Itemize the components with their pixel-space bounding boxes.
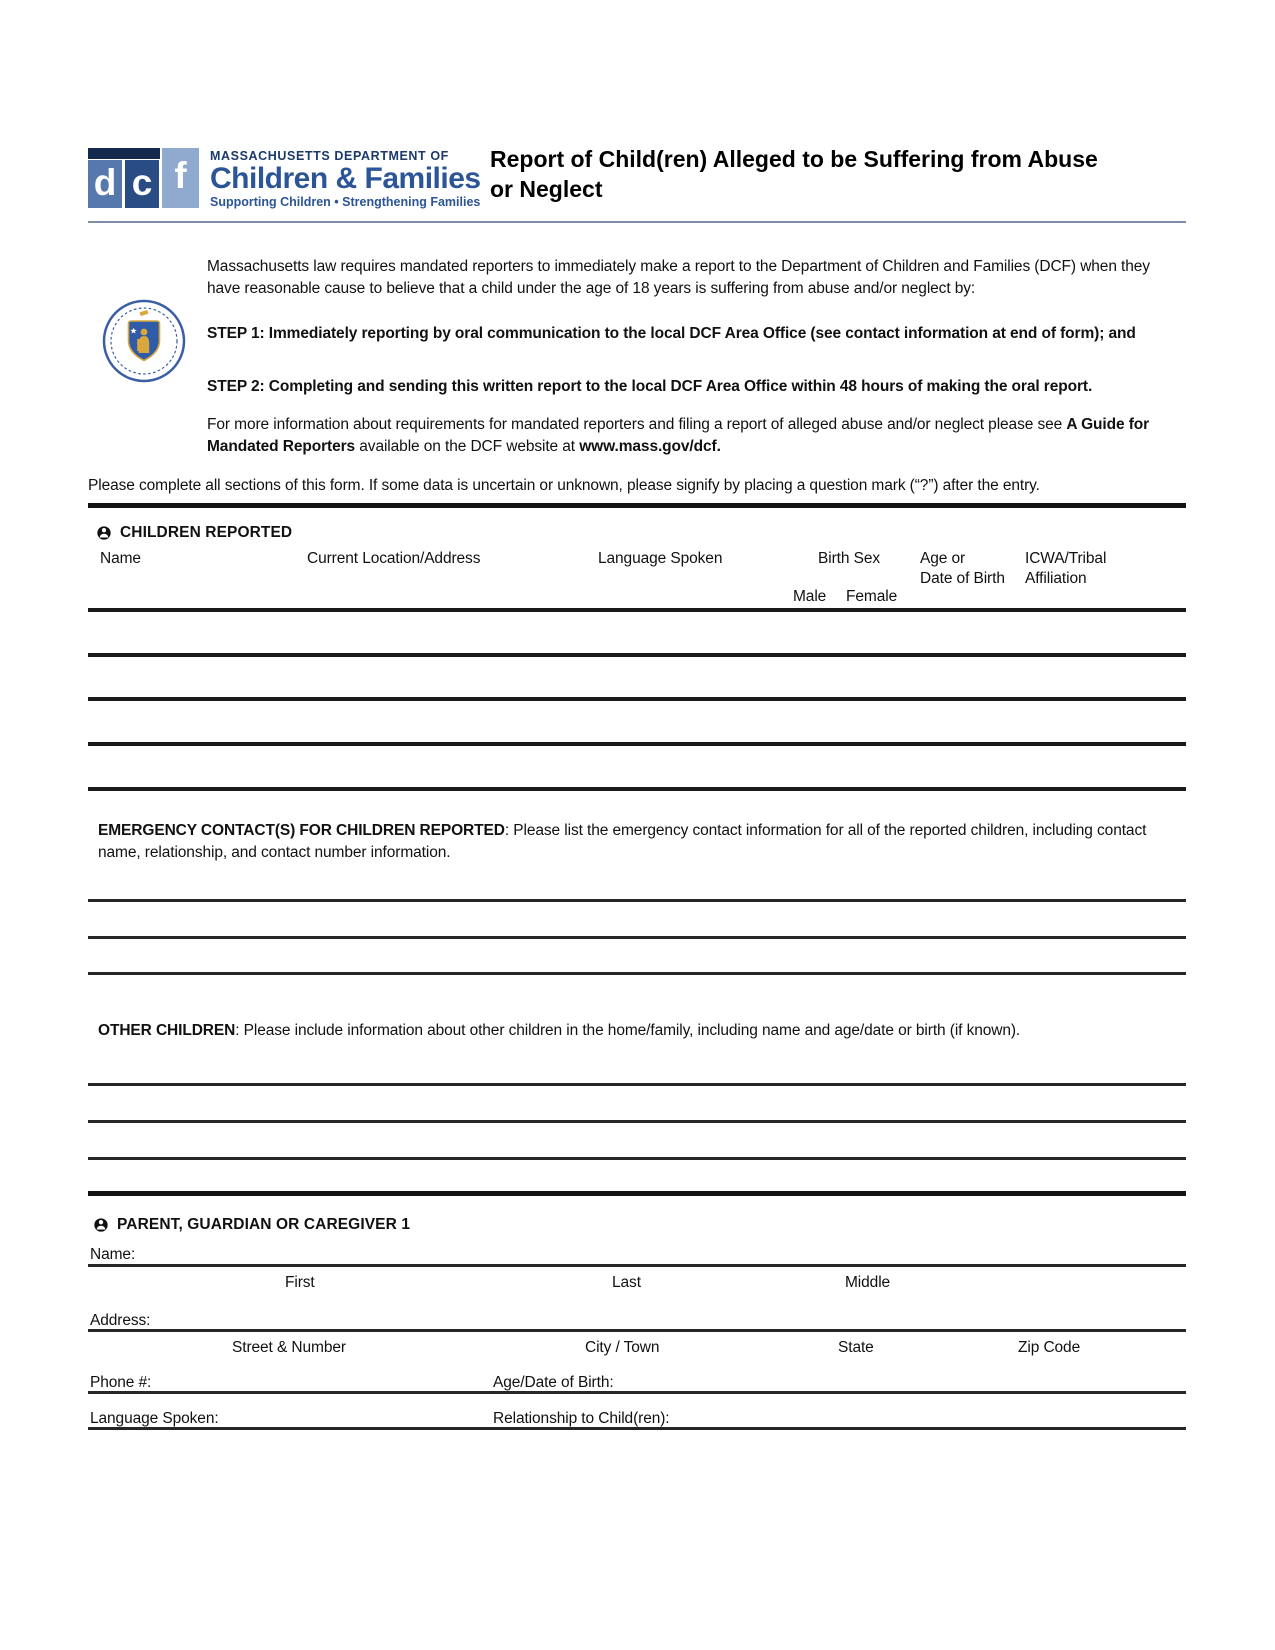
children-table-row-line[interactable]	[88, 653, 1186, 657]
name-first-sublabel: First	[285, 1274, 315, 1291]
name-last-sublabel: Last	[612, 1274, 641, 1291]
page-title: Report of Child(ren) Alleged to be Suffering from Abuse or Neglect	[490, 146, 1098, 202]
children-reported-section-title	[97, 524, 292, 542]
language-relationship-field-line[interactable]	[88, 1427, 1186, 1430]
more-info-paragraph	[207, 414, 1187, 458]
emergency-contact-writable-line[interactable]	[88, 899, 1186, 902]
dcf-website: www.mass.gov/dcf	[579, 438, 717, 455]
section-divider	[88, 1191, 1186, 1196]
emergency-contacts-description: : Please list the emergency contact information for all of the reported children, including contact name, relationship, and contact number information.	[98, 822, 1147, 861]
phone-label: Phone #:	[90, 1374, 152, 1391]
col-header-male: Male	[793, 588, 827, 605]
step-1-text: STEP 1: Immediately reporting by oral communication to the local DCF Area Office (see contact information at end of form); and	[207, 325, 1136, 342]
header-divider	[88, 221, 1186, 223]
age-dob-label: Age/Date of Birth:	[493, 1374, 614, 1391]
col-header-location: Current Location/Address	[307, 550, 481, 567]
logo-org-name: Children & Families	[210, 162, 481, 195]
children-table-row-line[interactable]	[88, 697, 1186, 701]
more-info-mid: available on the DCF website at	[355, 438, 580, 455]
language-spoken-label: Language Spoken:	[90, 1410, 219, 1427]
col-header-birth-sex: Birth Sex	[818, 550, 880, 567]
col-header-name: Name	[100, 550, 141, 567]
address-city-sublabel: City / Town	[585, 1339, 660, 1356]
name-label: Name:	[90, 1246, 136, 1263]
person-icon	[94, 1218, 108, 1232]
children-table-row-line[interactable]	[88, 742, 1186, 746]
relationship-label: Relationship to Child(ren):	[493, 1410, 670, 1427]
more-info-pre: For more information about requirements for mandated reporters and filing a report of alleged abuse and/or neglect please see	[207, 416, 1067, 433]
other-children-label: OTHER CHILDREN	[98, 1022, 236, 1039]
emergency-contacts-paragraph	[98, 820, 1186, 864]
logo-text-block	[210, 146, 481, 209]
col-header-age-line1: Age or	[920, 550, 966, 567]
massachusetts-state-seal-icon	[102, 299, 186, 388]
emergency-contacts-label: EMERGENCY CONTACT(S) FOR CHILDREN REPORTED	[98, 822, 505, 839]
intro-paragraph-1: Massachusetts law requires mandated reporters to immediately make a report to the Department of Children and Families (DCF) when they have reasonable cause to believe that a child under the age of 18 years is suffering from abuse and/or neglect by:	[207, 258, 1150, 297]
col-header-language: Language Spoken	[598, 550, 723, 567]
other-children-paragraph	[98, 1020, 1186, 1042]
emergency-contact-writable-line[interactable]	[88, 936, 1186, 939]
guide-title: A Guide for Mandated Reporters	[207, 416, 1150, 455]
section-title-label: PARENT, GUARDIAN OR CAREGIVER 1	[117, 1216, 411, 1233]
logo-tagline: Supporting Children • Strengthening Families	[210, 195, 481, 209]
address-street-sublabel: Street & Number	[232, 1339, 346, 1356]
logo-tile-f: f	[162, 148, 199, 208]
name-field-line[interactable]	[88, 1264, 1186, 1267]
other-children-writable-line[interactable]	[88, 1120, 1186, 1123]
logo-accent-bar	[88, 148, 160, 159]
children-table-row-line[interactable]	[88, 608, 1186, 612]
children-table-row-line[interactable]	[88, 787, 1186, 791]
dcf-logo	[88, 146, 481, 210]
name-middle-sublabel: Middle	[845, 1274, 891, 1291]
address-label: Address:	[90, 1312, 151, 1329]
emergency-contact-writable-line[interactable]	[88, 972, 1186, 975]
logo-tile-c: c	[125, 160, 159, 208]
step-2-text: STEP 2: Completing and sending this written report to the local DCF Area Office within 48 hours of making the oral report.	[207, 378, 1093, 395]
section-divider	[88, 503, 1186, 508]
logo-department-line: MASSACHUSETTS DEPARTMENT OF	[210, 149, 449, 163]
more-info-end: .	[716, 438, 721, 455]
col-header-age-line2: Date of Birth	[920, 570, 1005, 587]
address-field-line[interactable]	[88, 1329, 1186, 1332]
phone-age-field-line[interactable]	[88, 1391, 1186, 1394]
logo-tile-d: d	[88, 160, 122, 208]
other-children-description: : Please include information about other children in the home/family, including name and age/date or birth (if known).	[235, 1022, 1021, 1039]
completion-instructions: Please complete all sections of this form. If some data is uncertain or unknown, please signify by placing a question mark (“?”) after the entry.	[88, 477, 1040, 494]
col-header-icwa-line1: ICWA/Tribal	[1025, 550, 1107, 567]
dcf-logo-icon	[88, 146, 200, 210]
address-state-sublabel: State	[838, 1339, 874, 1356]
other-children-writable-line[interactable]	[88, 1157, 1186, 1160]
col-header-icwa-line2: Affiliation	[1025, 570, 1087, 587]
col-header-female: Female	[846, 588, 898, 605]
section-title-label: CHILDREN REPORTED	[120, 524, 293, 541]
other-children-writable-line[interactable]	[88, 1083, 1186, 1086]
person-icon	[97, 526, 111, 540]
address-zip-sublabel: Zip Code	[1018, 1339, 1081, 1356]
parent-guardian-section-title	[94, 1216, 410, 1234]
